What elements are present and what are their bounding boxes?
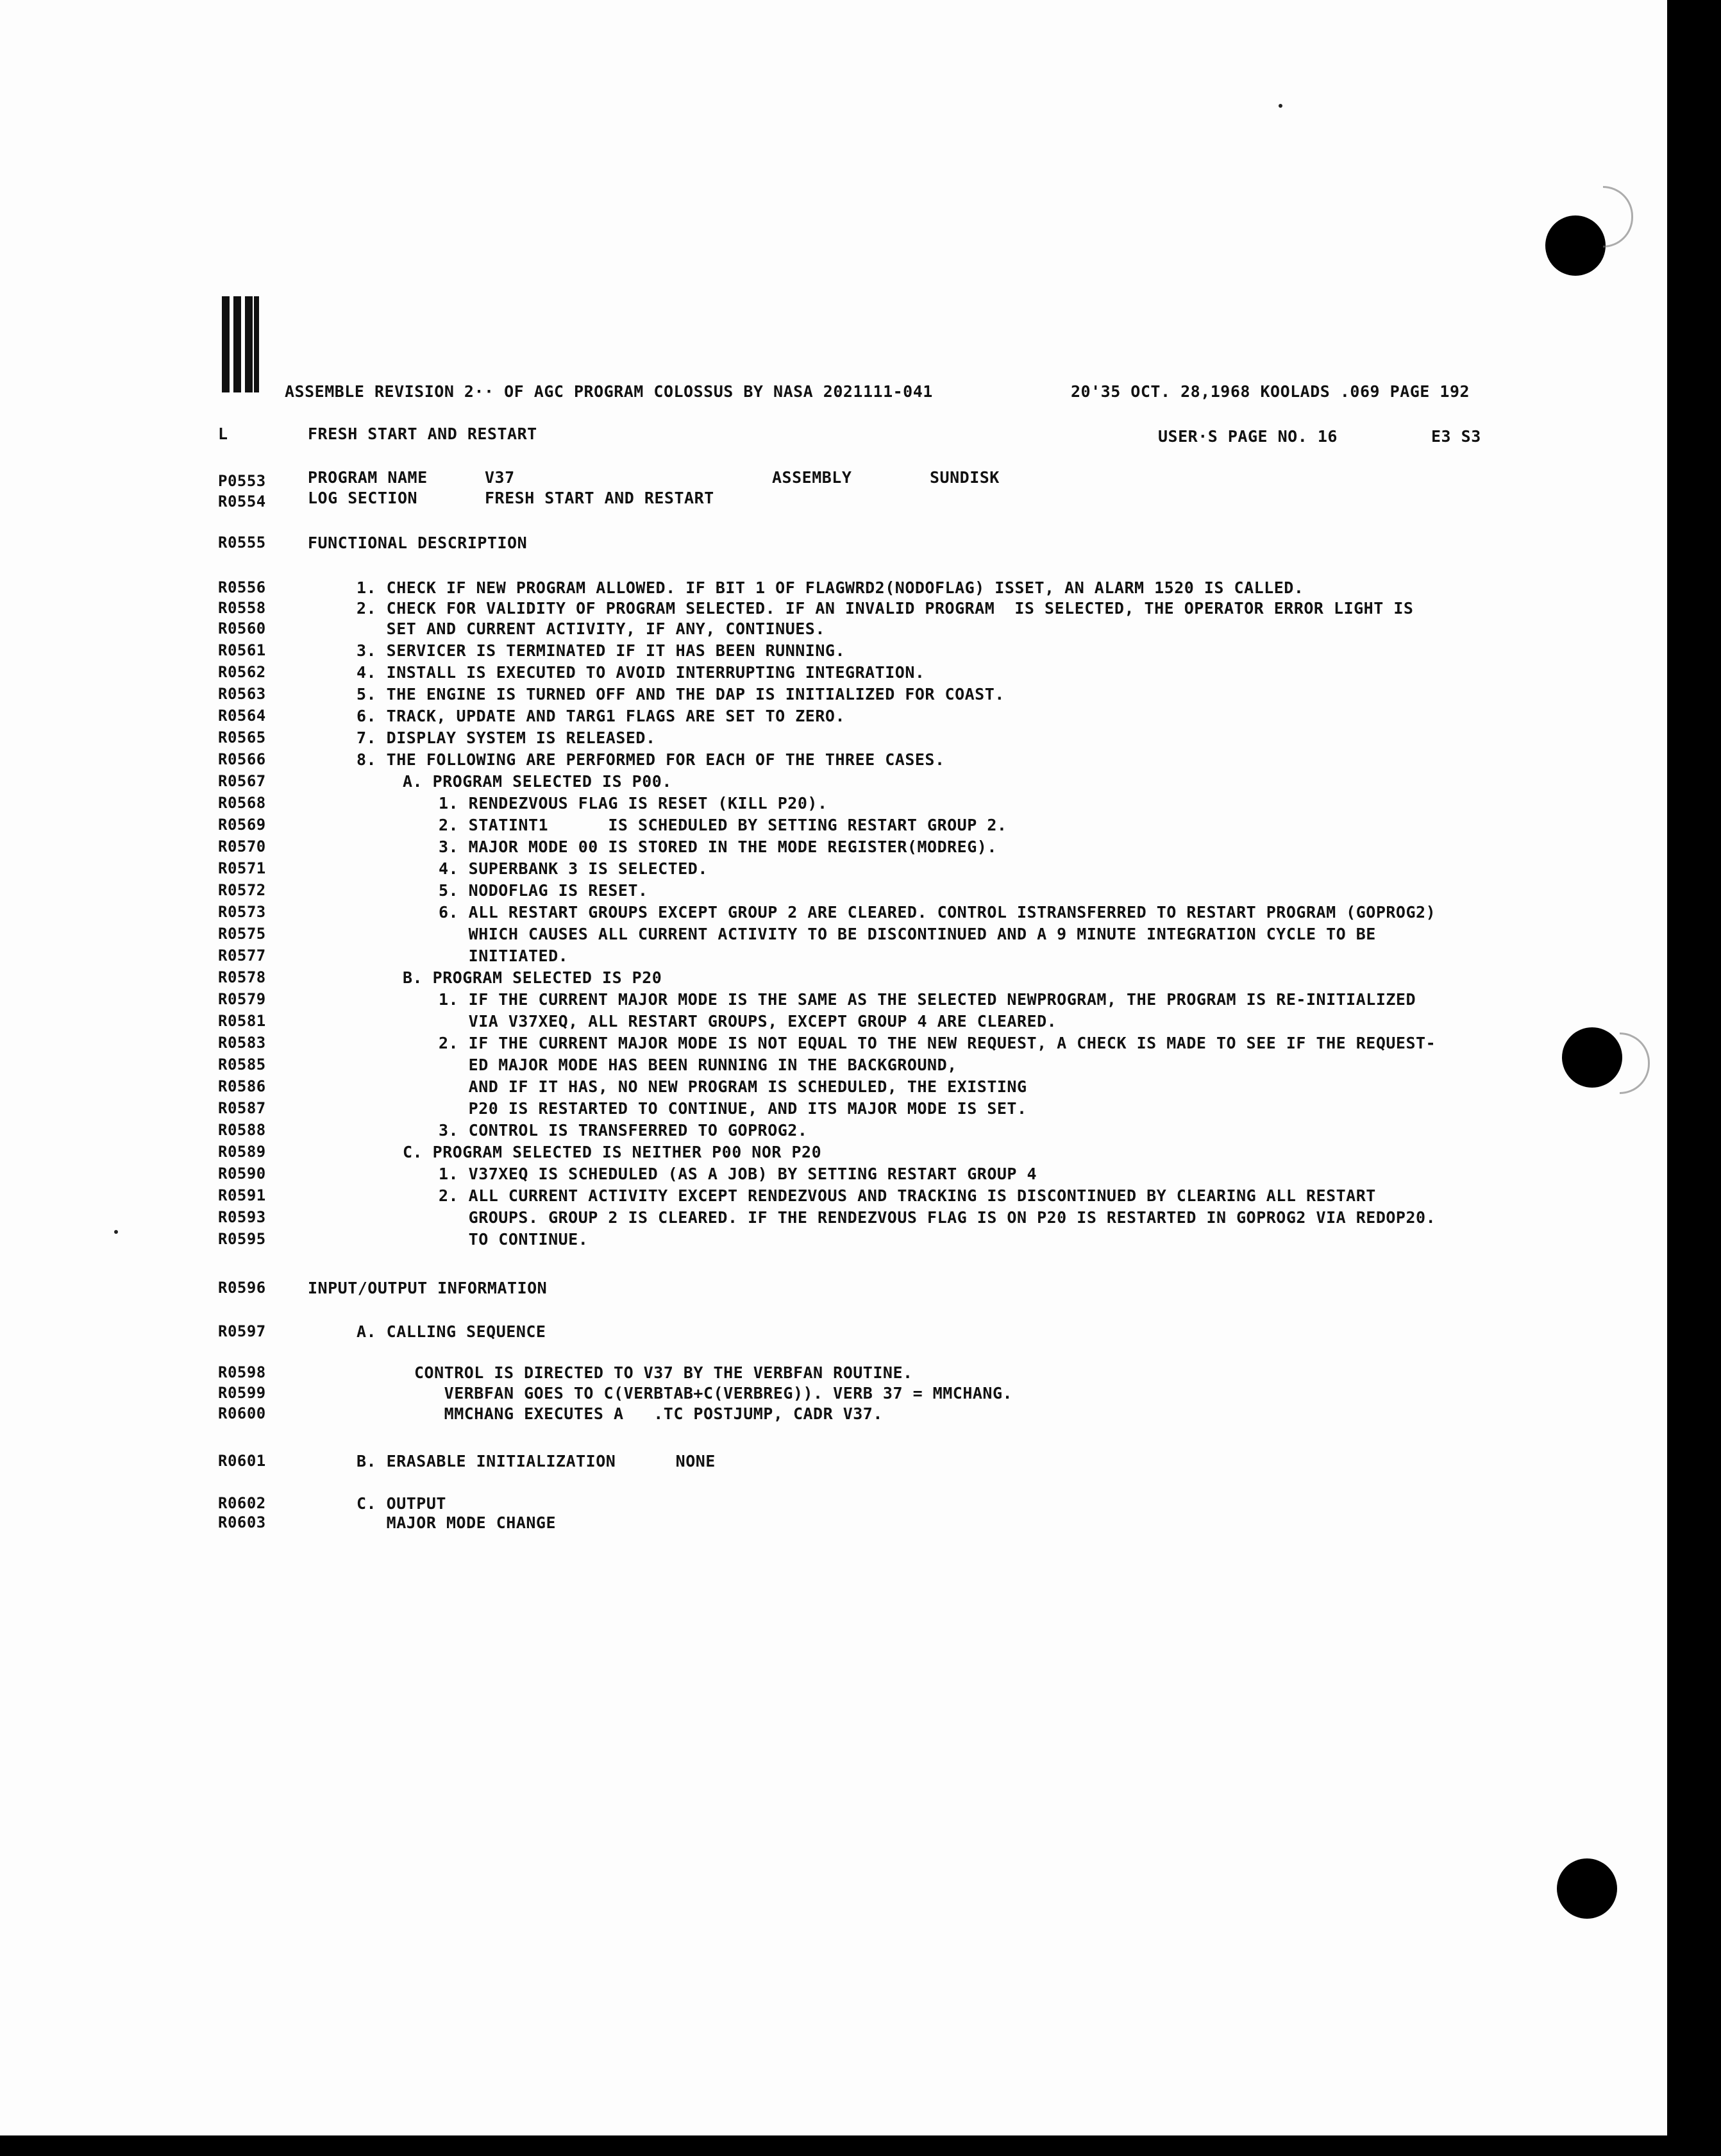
line-text: FUNCTIONAL DESCRIPTION bbox=[308, 534, 528, 552]
line-ref: R0561 bbox=[218, 641, 266, 659]
line-text: TO CONTINUE. bbox=[439, 1230, 589, 1249]
line-ref: R0598 bbox=[218, 1363, 266, 1381]
line-ref: R0590 bbox=[218, 1165, 266, 1183]
line-text: 2. ALL CURRENT ACTIVITY EXCEPT RENDEZVOUS AND TRACKING IS DISCONTINUED BY CLEARING ALL RESTART bbox=[439, 1186, 1376, 1205]
registration-bars bbox=[222, 296, 262, 392]
line-ref: R0572 bbox=[218, 881, 266, 899]
line-text: SET AND CURRENT ACTIVITY, IF ANY, CONTINUES. bbox=[357, 619, 825, 638]
line-text: P20 IS RESTARTED TO CONTINUE, AND ITS MAJOR MODE IS SET. bbox=[439, 1099, 1027, 1118]
line-ref: R0558 bbox=[218, 599, 266, 617]
punch-hole-arc-top bbox=[1603, 186, 1633, 248]
line-ref: R0591 bbox=[218, 1186, 266, 1204]
line-text: MAJOR MODE CHANGE bbox=[357, 1513, 557, 1532]
line-ref: R0575 bbox=[218, 925, 266, 943]
line-ref: R0570 bbox=[218, 838, 266, 855]
line-ref: R0585 bbox=[218, 1056, 266, 1074]
line-text: ED MAJOR MODE HAS BEEN RUNNING IN THE BACKGROUND, bbox=[439, 1056, 957, 1074]
line-text: 4. INSTALL IS EXECUTED TO AVOID INTERRUPTING INTEGRATION. bbox=[357, 663, 925, 682]
line-ref: R0571 bbox=[218, 859, 266, 877]
line-ref: R0554 bbox=[218, 493, 266, 510]
section-title: FRESH START AND RESTART bbox=[308, 425, 537, 443]
line-text: CONTROL IS DIRECTED TO V37 BY THE VERBFAN ROUTINE. bbox=[414, 1363, 913, 1382]
line-text: 6. ALL RESTART GROUPS EXCEPT GROUP 2 ARE CLEARED. CONTROL ISTRANSFERRED TO RESTART PROGRAM (GOPROG2) bbox=[439, 903, 1436, 922]
log-section-label: LOG SECTION bbox=[308, 489, 418, 507]
line-text: 1. IF THE CURRENT MAJOR MODE IS THE SAME AS THE SELECTED NEWPROGRAM, THE PROGRAM IS RE-INITIALIZED bbox=[439, 990, 1416, 1009]
line-text: GROUPS. GROUP 2 IS CLEARED. IF THE RENDEZVOUS FLAG IS ON P20 IS RESTARTED IN GOPROG2 VIA REDOP20. bbox=[439, 1208, 1436, 1227]
line-text: 8. THE FOLLOWING ARE PERFORMED FOR EACH OF THE THREE CASES. bbox=[357, 750, 945, 769]
line-ref: R0569 bbox=[218, 816, 266, 834]
line-ref: R0562 bbox=[218, 663, 266, 681]
line-text: 5. NODOFLAG IS RESET. bbox=[439, 881, 648, 900]
line-ref: R0587 bbox=[218, 1099, 266, 1117]
line-ref: R0601 bbox=[218, 1452, 266, 1470]
line-text: 1. CHECK IF NEW PROGRAM ALLOWED. IF BIT 1 OF FLAGWRD2(NODOFLAG) ISSET, AN ALARM 1520 IS CALLED. bbox=[357, 578, 1304, 597]
line-ref: R0568 bbox=[218, 794, 266, 812]
level-marker: L bbox=[218, 425, 228, 443]
line-text: AND IF IT HAS, NO NEW PROGRAM IS SCHEDULED, THE EXISTING bbox=[439, 1077, 1027, 1096]
assembly-header: ASSEMBLE REVISION 2·· OF AGC PROGRAM COLOSSUS BY NASA 2021111-041 bbox=[285, 382, 933, 401]
line-text: B. PROGRAM SELECTED IS P20 bbox=[403, 968, 662, 987]
line-ref: R0589 bbox=[218, 1143, 266, 1161]
line-ref: R0573 bbox=[218, 903, 266, 921]
punch-hole-bottom bbox=[1557, 1858, 1617, 1919]
line-ref: R0586 bbox=[218, 1077, 266, 1095]
punch-hole-middle bbox=[1562, 1027, 1622, 1088]
scan-speck bbox=[1279, 104, 1282, 108]
line-text: 7. DISPLAY SYSTEM IS RELEASED. bbox=[357, 728, 656, 747]
line-text: 2. STATINT1 IS SCHEDULED BY SETTING RESTART GROUP 2. bbox=[439, 816, 1007, 834]
line-ref: R0565 bbox=[218, 728, 266, 746]
line-ref: R0597 bbox=[218, 1322, 266, 1340]
timestamp-header: 20'35 OCT. 28,1968 KOOLADS .069 PAGE 192 bbox=[1071, 382, 1470, 401]
line-ref: R0602 bbox=[218, 1494, 266, 1512]
line-ref: R0595 bbox=[218, 1230, 266, 1248]
line-text: VIA V37XEQ, ALL RESTART GROUPS, EXCEPT GROUP 4 ARE CLEARED. bbox=[439, 1012, 1057, 1031]
line-ref: R0564 bbox=[218, 707, 266, 725]
line-text: 1. RENDEZVOUS FLAG IS RESET (KILL P20). bbox=[439, 794, 828, 813]
line-text: 3. MAJOR MODE 00 IS STORED IN THE MODE REGISTER(MODREG). bbox=[439, 838, 997, 856]
line-text: 2. IF THE CURRENT MAJOR MODE IS NOT EQUAL TO THE NEW REQUEST, A CHECK IS MADE TO SEE IF THE REQUEST- bbox=[439, 1034, 1436, 1052]
punch-hole-top bbox=[1545, 215, 1606, 276]
line-ref: R0581 bbox=[218, 1012, 266, 1030]
line-ref: R0588 bbox=[218, 1121, 266, 1139]
scan-speck bbox=[114, 1230, 118, 1234]
line-text: 3. SERVICER IS TERMINATED IF IT HAS BEEN RUNNING. bbox=[357, 641, 846, 660]
line-ref: R0577 bbox=[218, 947, 266, 964]
line-ref: R0567 bbox=[218, 772, 266, 790]
line-ref: R0578 bbox=[218, 968, 266, 986]
line-ref: R0593 bbox=[218, 1208, 266, 1226]
line-text: 1. V37XEQ IS SCHEDULED (AS A JOB) BY SETTING RESTART GROUP 4 bbox=[439, 1165, 1037, 1183]
line-ref: R0603 bbox=[218, 1513, 266, 1531]
assembly-label: ASSEMBLY bbox=[772, 468, 852, 487]
line-ref: R0566 bbox=[218, 750, 266, 768]
line-ref: R0556 bbox=[218, 578, 266, 596]
line-text: 5. THE ENGINE IS TURNED OFF AND THE DAP IS INITIALIZED FOR COAST. bbox=[357, 685, 1005, 703]
assembly-name: SUNDISK bbox=[930, 468, 1000, 487]
user-page-number: USER·S PAGE NO. 16 bbox=[1158, 427, 1338, 446]
line-ref: R0579 bbox=[218, 990, 266, 1008]
line-text: 2. CHECK FOR VALIDITY OF PROGRAM SELECTED. IF AN INVALID PROGRAM IS SELECTED, THE OPERATOR ERROR LIGHT IS bbox=[357, 599, 1414, 618]
punch-hole-arc-middle bbox=[1620, 1032, 1650, 1094]
program-name-label: PROGRAM NAME bbox=[308, 468, 428, 487]
line-ref: R0560 bbox=[218, 619, 266, 637]
line-ref: R0583 bbox=[218, 1034, 266, 1052]
line-text: 3. CONTROL IS TRANSFERRED TO GOPROG2. bbox=[439, 1121, 808, 1140]
line-text: B. ERASABLE INITIALIZATION NONE bbox=[357, 1452, 716, 1470]
line-ref: P0553 bbox=[218, 472, 266, 490]
line-ref: R0596 bbox=[218, 1279, 266, 1297]
line-text: A. CALLING SEQUENCE bbox=[357, 1322, 546, 1341]
line-text: VERBFAN GOES TO C(VERBTAB+C(VERBREG)). VERB 37 = MMCHANG. bbox=[414, 1384, 1013, 1402]
line-text: INPUT/OUTPUT INFORMATION bbox=[308, 1279, 548, 1297]
line-text: 4. SUPERBANK 3 IS SELECTED. bbox=[439, 859, 708, 878]
program-name: V37 bbox=[485, 468, 515, 487]
log-section: FRESH START AND RESTART bbox=[485, 489, 714, 507]
line-text: C. OUTPUT bbox=[357, 1494, 446, 1513]
page-code: E3 S3 bbox=[1431, 427, 1481, 446]
line-ref: R0555 bbox=[218, 534, 266, 552]
line-ref: R0600 bbox=[218, 1404, 266, 1422]
line-ref: R0599 bbox=[218, 1384, 266, 1402]
line-text: C. PROGRAM SELECTED IS NEITHER P00 NOR P20 bbox=[403, 1143, 822, 1161]
line-text: MMCHANG EXECUTES A .TC POSTJUMP, CADR V37. bbox=[414, 1404, 883, 1423]
line-text: WHICH CAUSES ALL CURRENT ACTIVITY TO BE DISCONTINUED AND A 9 MINUTE INTEGRATION CYCLE TO BE bbox=[439, 925, 1376, 943]
line-ref: R0563 bbox=[218, 685, 266, 703]
line-text: 6. TRACK, UPDATE AND TARG1 FLAGS ARE SET TO ZERO. bbox=[357, 707, 846, 725]
line-text: INITIATED. bbox=[439, 947, 569, 965]
line-text: A. PROGRAM SELECTED IS P00. bbox=[403, 772, 672, 791]
